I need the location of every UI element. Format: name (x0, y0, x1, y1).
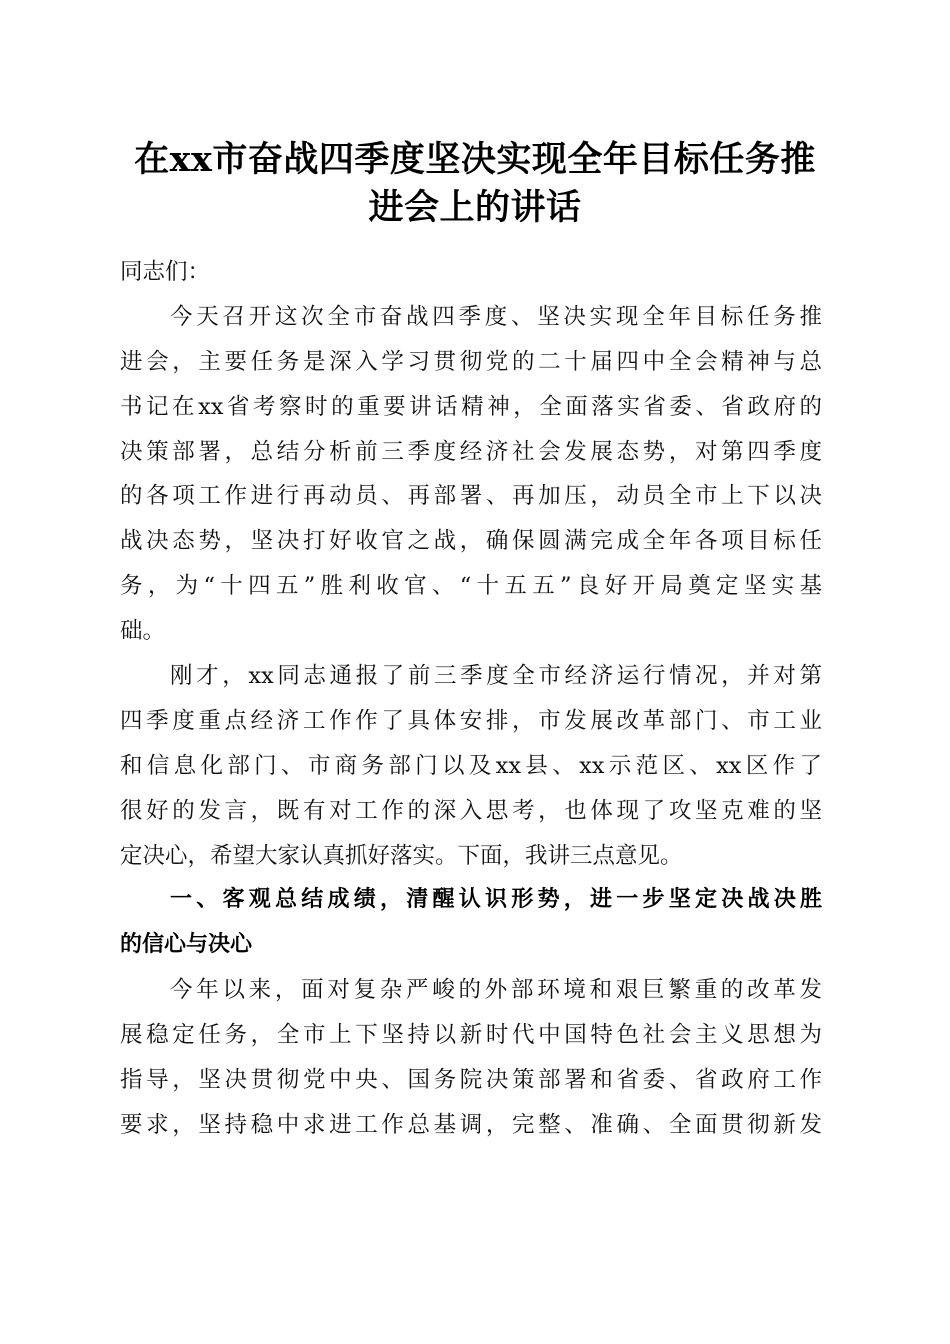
paragraph-line: 和信息化部门、市商务部门以及xx县、xx示范区、xx区作了 (120, 752, 822, 779)
paragraph-line: 定决心，希望大家认真抓好落实。下面，我讲三点意见。 (120, 842, 683, 869)
title-line: 进会上的讲话 (368, 187, 582, 228)
paragraph-line: 决策部署，总结分析前三季度经济社会发展态势，对第四季度 (120, 438, 822, 465)
paragraph-line: 务，为“十四五”胜利收官、“十五五”良好开局奠定坚实基 (120, 573, 822, 600)
paragraph-line: 刚才，xx同志通报了前三季度全市经济运行情况，并对第 (170, 663, 822, 690)
paragraph-2 (120, 654, 822, 878)
paragraph-line: 础。 (120, 618, 166, 645)
paragraph-line: 战决态势，坚决打好收官之战，确保圆满完成全年各项目标任 (120, 528, 822, 555)
section-heading-1 (120, 878, 822, 968)
paragraph-line: 今天召开这次全市奋战四季度、坚决实现全年目标任务推 (170, 303, 822, 330)
paragraph-line: 进会，主要任务是深入学习贯彻党的二十届四中全会精神与总 (120, 348, 822, 375)
document-body (120, 250, 822, 1148)
title-line: 在xx市奋战四季度坚决实现全年目标任务推 (134, 139, 816, 180)
heading-line: 一、客观总结成绩，清醒认识形势，进一步坚定决战决胜 (170, 887, 822, 913)
heading-line: 的信心与决心 (120, 932, 253, 958)
paragraph-line: 今年以来，面对复杂严峻的外部环境和艰巨繁重的改革发 (170, 977, 822, 1004)
paragraph-1 (120, 295, 822, 654)
paragraph-line: 展稳定任务，全市上下坚持以新时代中国特色社会主义思想为 (120, 1022, 822, 1049)
paragraph-line: 要求，坚持稳中求进工作总基调，完整、准确、全面贯彻新发 (120, 1111, 822, 1138)
document-title (120, 136, 830, 232)
paragraph-line: 指导，坚决贯彻党中央、国务院决策部署和省委、省政府工作 (120, 1067, 822, 1094)
paragraph-line: 四季度重点经济工作作了具体安排，市发展改革部门、市工业 (120, 707, 822, 734)
paragraph-3 (120, 968, 822, 1148)
paragraph-line: 很好的发言，既有对工作的深入思考，也体现了攻坚克难的坚 (120, 797, 822, 824)
salutation: 同志们： (120, 259, 211, 285)
paragraph-line: 的各项工作进行再动员、再部署、再加压，动员全市上下以决 (120, 483, 822, 510)
paragraph-line: 书记在xx省考察时的重要讲话精神，全面落实省委、省政府的 (120, 393, 822, 420)
